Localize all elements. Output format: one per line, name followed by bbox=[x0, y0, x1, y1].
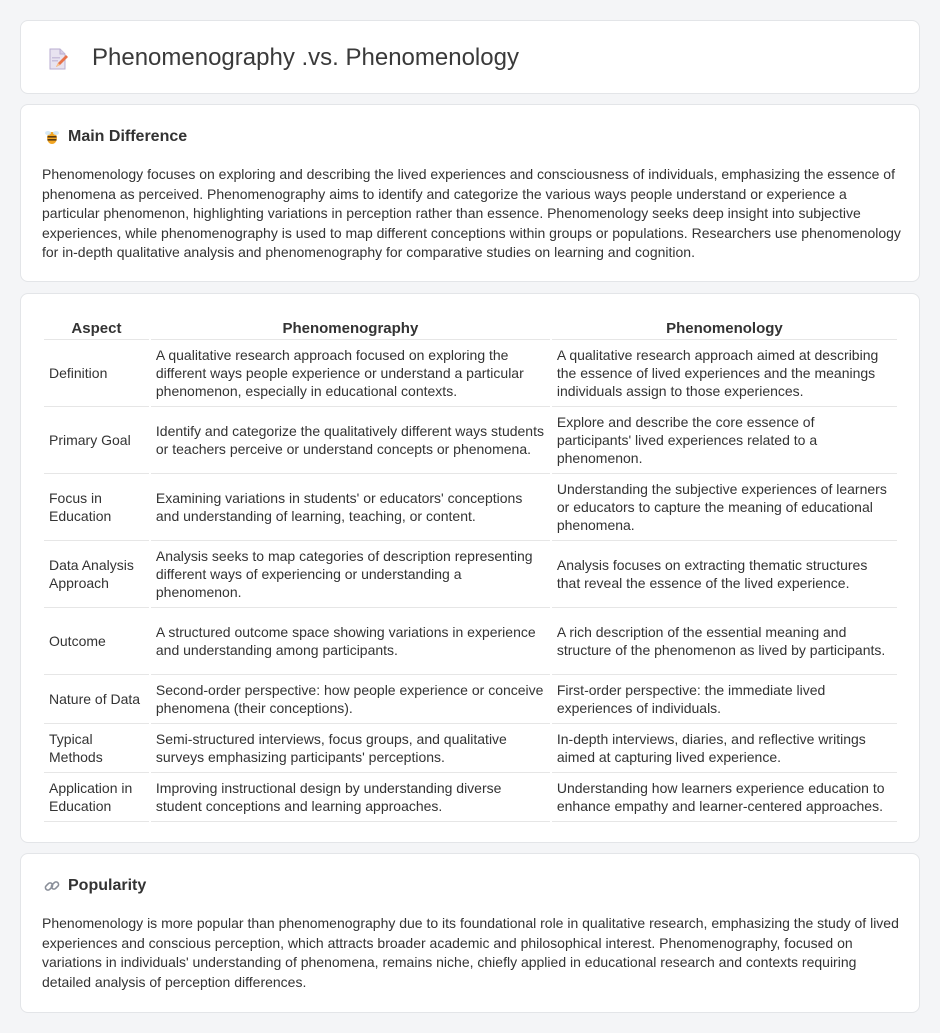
table-row bbox=[44, 724, 897, 773]
table-row bbox=[44, 541, 897, 608]
link-icon bbox=[43, 877, 61, 895]
table-row bbox=[44, 474, 897, 541]
header-phenomenography: Phenomenography bbox=[151, 314, 550, 340]
aspect-cell: Application in Education bbox=[44, 773, 149, 822]
phenomenology-cell: Explore and describe the core essence of participants' lived experiences related to a phenomenon. bbox=[552, 407, 897, 474]
phenomenology-cell: First-order perspective: the immediate lived experiences of individuals. bbox=[552, 675, 897, 724]
main-difference-text: Phenomenology focuses on exploring and describing the lived experiences and consciousness of individuals, emphasizing the essence of phenomena as perceived. Phenomenography aims to identify and categorize the various ways people understand or experience a particular phenomenon, highlighting variations in perception rather than essence. Phenomenology seeks deep insight into subjective experiences, while phenomenography is used to map different conceptions within groups or populations. Researchers use phenomenology for in-depth qualitative analysis and phenomenography for comparative studies on learning and cognition. bbox=[42, 166, 901, 261]
table-header-row bbox=[44, 314, 897, 340]
table-row bbox=[44, 407, 897, 474]
table-row bbox=[44, 773, 897, 822]
aspect-cell: Data Analysis Approach bbox=[44, 541, 149, 608]
header-phenomenology: Phenomenology bbox=[552, 314, 897, 340]
page-title: Phenomenography .vs. Phenomenology bbox=[92, 44, 519, 71]
phenomenology-cell: In-depth interviews, diaries, and reflective writings aimed at capturing lived experience. bbox=[552, 724, 897, 773]
aspect-cell: Focus in Education bbox=[44, 474, 149, 541]
aspect-cell: Nature of Data bbox=[44, 675, 149, 724]
phenomenography-cell: Semi-structured interviews, focus groups, and qualitative surveys emphasizing participants' perceptions. bbox=[151, 724, 550, 773]
phenomenology-cell: A rich description of the essential meaning and structure of the phenomenon as lived by participants. bbox=[552, 608, 897, 675]
phenomenology-cell: Understanding the subjective experiences of learners or educators to capture the meaning of educational phenomena. bbox=[552, 474, 897, 541]
document-edit-icon bbox=[47, 47, 69, 71]
phenomenology-cell: Understanding how learners experience education to enhance empathy and learner-centered approaches. bbox=[552, 773, 897, 822]
phenomenography-cell: A qualitative research approach focused on exploring the different ways people experience or understand a particular phenomenon, especially in educational contexts. bbox=[151, 340, 550, 407]
popularity-heading bbox=[43, 876, 146, 896]
main-difference-heading bbox=[43, 127, 187, 147]
aspect-cell: Outcome bbox=[44, 608, 149, 675]
phenomenology-cell: A qualitative research approach aimed at describing the essence of lived experiences and the meanings individuals assign to those experiences. bbox=[552, 340, 897, 407]
main-difference-card bbox=[20, 104, 920, 282]
bee-icon bbox=[43, 128, 61, 146]
aspect-cell: Definition bbox=[44, 340, 149, 407]
main-difference-title: Main Difference bbox=[68, 128, 188, 145]
table-row bbox=[44, 340, 897, 407]
phenomenography-cell: A structured outcome space showing variations in experience and understanding among participants. bbox=[151, 608, 550, 675]
phenomenography-cell: Improving instructional design by understanding diverse student conceptions and learning approaches. bbox=[151, 773, 550, 822]
aspect-cell: Primary Goal bbox=[44, 407, 149, 474]
phenomenology-cell: Analysis focuses on extracting thematic structures that reveal the essence of the lived experience. bbox=[552, 541, 897, 608]
header-card bbox=[20, 20, 920, 94]
phenomenography-cell: Second-order perspective: how people experience or conceive phenomena (their conceptions). bbox=[151, 675, 550, 724]
table-row bbox=[44, 608, 897, 675]
popularity-title: Popularity bbox=[68, 877, 147, 894]
popularity-text: Phenomenology is more popular than phenomenography due to its foundational role in qualitative research, emphasizing the study of lived experiences and conscious perception, which attracts broader academic and philosophical interest. Phenomenography, focused on variations in individuals' understanding of phenomena, remains niche, chiefly applied in educational research and contexts requiring detailed analysis of perception differences. bbox=[42, 915, 899, 990]
table-row bbox=[44, 675, 897, 724]
comparison-table-card bbox=[20, 293, 920, 843]
phenomenography-cell: Examining variations in students' or educators' conceptions and understanding of learning, teaching, or content. bbox=[151, 474, 550, 541]
popularity-card bbox=[20, 853, 920, 1013]
phenomenography-cell: Identify and categorize the qualitatively different ways students or teachers perceive or understand concepts or phenomena. bbox=[151, 407, 550, 474]
comparison-table bbox=[42, 314, 899, 822]
phenomenography-cell: Analysis seeks to map categories of description representing different ways of experiencing or understanding a phenomenon. bbox=[151, 541, 550, 608]
header-aspect: Aspect bbox=[44, 314, 149, 340]
aspect-cell: Typical Methods bbox=[44, 724, 149, 773]
